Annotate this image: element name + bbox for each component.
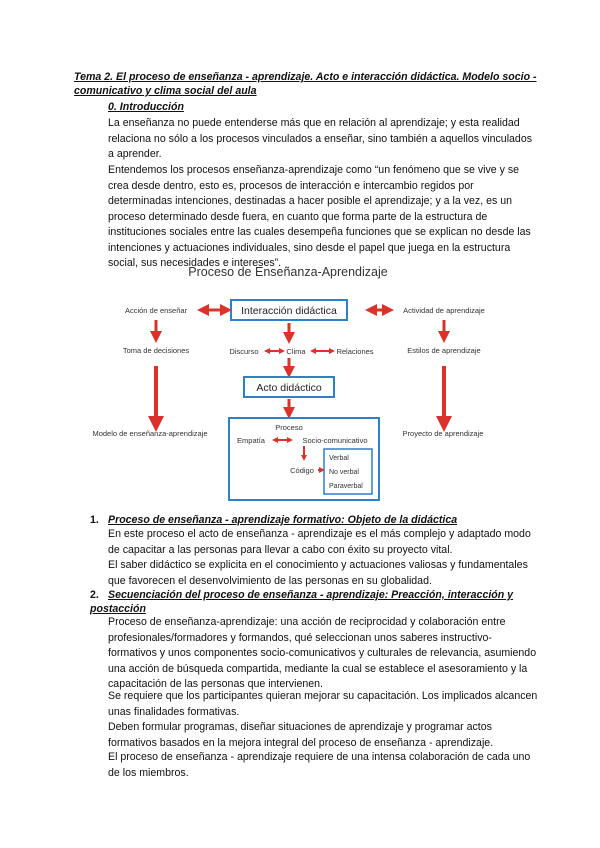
label-clima: Clima — [286, 347, 306, 356]
label-modelo: Modelo de enseñanza-aprendizaje — [92, 429, 208, 438]
section-1-paragraph-1: En este proceso el acto de enseñanza - aprendizaje es el más complejo y adaptado modo de capacitar a las personas para llevar a cabo con éxito su proyecto vital. — [108, 528, 531, 556]
section-2-heading — [90, 588, 530, 616]
section-1-title: Proceso de enseñanza - aprendizaje formativo: Objeto de la didáctica — [108, 514, 458, 526]
label-verbal: Verbal — [329, 455, 349, 462]
label-socio: Socio-comunicativo — [302, 436, 368, 445]
page-title: Tema 2. El proceso de enseñanza - aprendizaje. Acto e interacción didáctica. Modelo socio -comunicativo y clima social del aula — [74, 71, 537, 97]
section-1-paragraph-2: El saber didáctico se explicita en el conocimiento y actuaciones valiosas y fundamentales que favorecen el desenvolvimiento de las personas en su globalidad. — [108, 559, 528, 587]
intro-paragraph-2: Entendemos los procesos enseñanza-aprendizaje como “un fenómeno que se vive y se crea desde dentro, esto es, procesos de interacción e intercambio regidos por determinadas intenciones, destinadas a hacer posible el aprendizaje; y a la vez, es un proceso determinado desde fuera, en cuanto que forma parte de la estructura de instituciones sociales entre las cuales desempeña funciones que se explican no desde las intenciones y actuaciones individuales, sino desde el papel que juega en la estructura social, sus necesidades e intereses”. — [108, 164, 531, 269]
section-2-number: 2. — [90, 589, 99, 601]
label-accion-ensenar: Acción de enseñar — [124, 306, 188, 315]
section-2-paragraph-3: Deben formular programas, diseñar situaciones de aprendizaje y programar actos formativos basados en la mejora integral del proceso de enseñanza - aprendizaje. — [108, 721, 494, 749]
label-relaciones: Relaciones — [336, 347, 374, 356]
label-codigo: Código — [290, 466, 314, 475]
section-2-paragraph-4: El proceso de enseñanza - aprendizaje requiere de una intensa colaboración de cada uno de los miembros. — [108, 751, 531, 779]
label-paraverbal: Paraverbal — [329, 483, 363, 490]
section-2-paragraph-1: Proceso de enseñanza-aprendizaje: una acción de reciprocidad y colaboración entre profesionales/formadores y formandos, qué seleccionan unos saberes instructivo-formativos y unos componentes socio-comunicativos y culturales de relevancia, asumiendo una acción de búsqueda compartida, mediante la cual se establece el asesoramiento y la capacitación de las personas que intervienen. — [108, 616, 537, 690]
section-2-title: Secuenciación del proceso de enseñanza - aprendizaje: Preacción, interacción y postacción — [90, 589, 514, 615]
label-no-verbal: No verbal — [329, 469, 359, 476]
label-estilos: Estilos de aprendizaje — [407, 346, 481, 355]
section-1-heading — [90, 513, 457, 527]
label-actividad: Actividad de aprendizaje — [403, 306, 485, 315]
process-diagram — [70, 262, 510, 504]
section-2-paragraph-2: Se requiere que los participantes quieran mejorar su capacitación. Los implicados alcancen unas finalidades formativas. — [108, 690, 538, 718]
intro-paragraph-1: La enseñanza no puede entenderse más que en relación al aprendizaje; y esta realidad relaciona no sólo a los procesos vinculados a enseñar, sino también a aquellos vinculados a aprender. — [108, 117, 533, 160]
label-empatia: Empatía — [237, 436, 265, 445]
label-discurso: Discurso — [229, 347, 259, 356]
diagram-title: Proceso de Enseñanza-Aprendizaje — [188, 265, 388, 279]
section-1-number: 1. — [90, 514, 99, 526]
intro-heading: 0. Introducción — [108, 101, 184, 113]
label-toma: Toma de decisiones — [122, 346, 190, 355]
label-proceso: Proceso — [275, 423, 303, 432]
label-acto: Acto didáctico — [256, 382, 322, 394]
label-interaccion: Interacción didáctica — [241, 305, 337, 317]
label-proyecto: Proyecto de aprendizaje — [402, 429, 484, 438]
